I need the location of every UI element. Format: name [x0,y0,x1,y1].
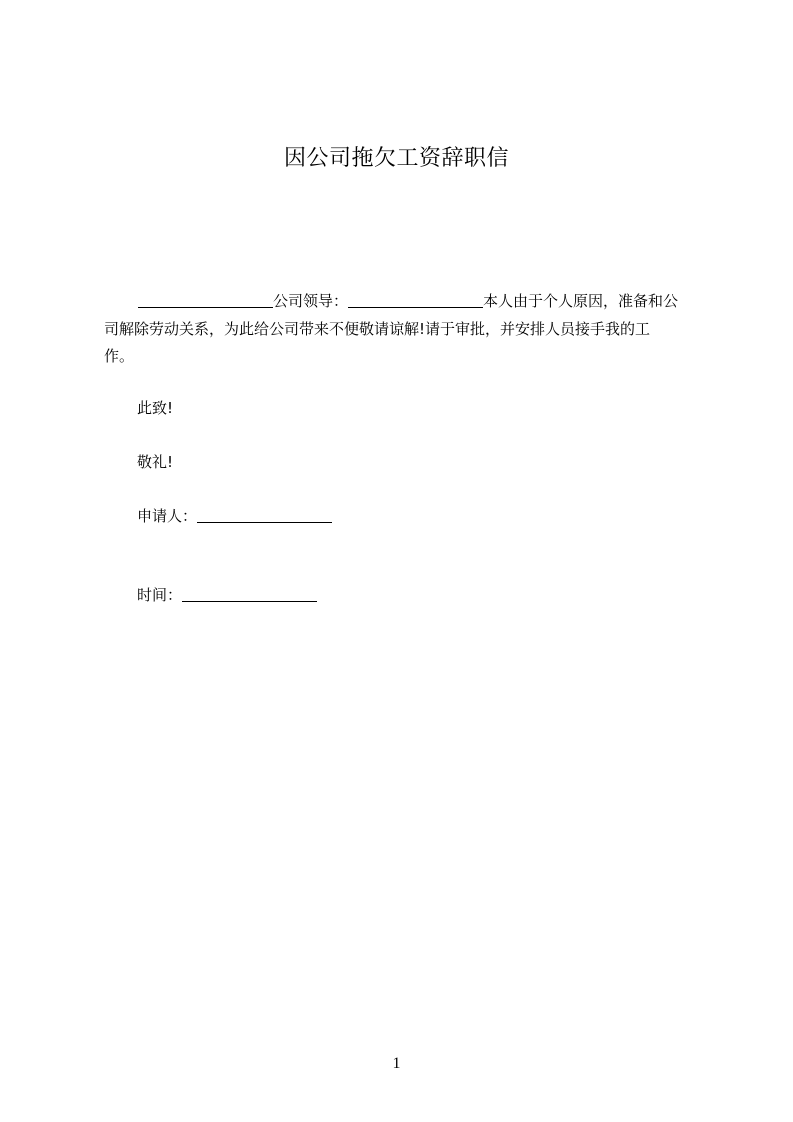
recipient-label: 公司领导： [273,292,349,310]
document-title: 因公司拖欠工资辞职信 [283,146,509,171]
closing-regards: 敬礼! [137,453,174,471]
page-number: 1 [392,1055,401,1072]
body-line-2: 司解除劳动关系，为此给公司带来不便敬请谅解!请于审批，并安排人员接手我的工 [104,320,651,338]
body-line-1 [104,287,700,315]
applicant-blank [197,504,332,523]
applicant-label: 申请人： [137,507,198,525]
time-blank [182,583,317,602]
time-label: 时间： [137,586,183,604]
company-name-blank [138,289,273,308]
body-text-1: 本人由于个人原因，准备和公 [483,292,679,310]
leader-name-blank [348,289,483,308]
time-row [137,583,317,607]
applicant-row [137,504,332,528]
closing-salutation: 此致! [137,399,174,417]
body-line-3: 作。 [104,347,135,365]
